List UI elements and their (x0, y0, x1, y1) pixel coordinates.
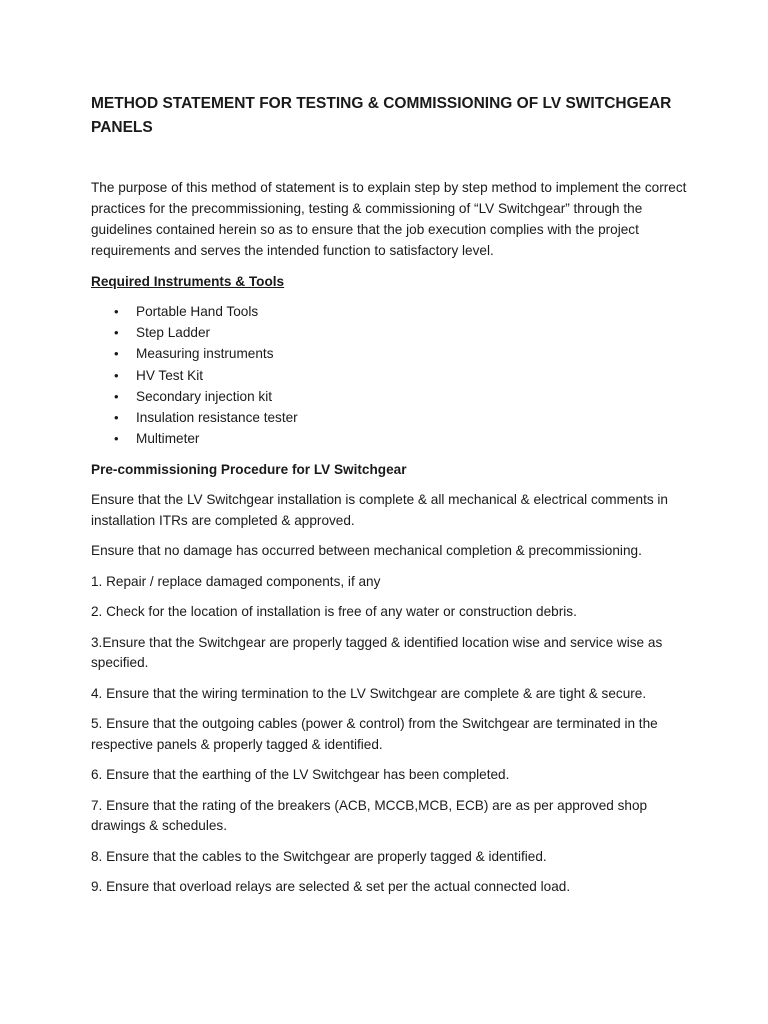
document-title: METHOD STATEMENT FOR TESTING & COMMISSIONING OF LV SWITCHGEAR PANELS (91, 95, 672, 136)
list-item (91, 365, 691, 386)
bullet-icon: • (114, 388, 119, 404)
tools-heading: Required Instruments & Tools (91, 274, 285, 289)
procedure-step: 1. Repair / replace damaged components, if any (91, 573, 381, 589)
list-item (91, 386, 691, 407)
intro-paragraph: The purpose of this method of statement is to explain step by step method to implement the correct practices for the precommissioning, testing & commissioning of “LV Switchgear” through the guidelines contained herein so as to ensure that the job execution complies with the project requirements and serves the intended function to satisfactory level. (91, 180, 687, 258)
document-content (91, 92, 691, 898)
tool-label: Multimeter (136, 431, 200, 447)
tool-label: Secondary injection kit (136, 388, 273, 404)
tool-label: HV Test Kit (136, 367, 203, 383)
bullet-icon: • (114, 325, 119, 341)
list-item (91, 322, 691, 343)
procedure-paragraph: Ensure that no damage has occurred between mechanical completion & precommissioning. (91, 543, 642, 559)
tool-label: Measuring instruments (136, 346, 274, 362)
tool-label: Step Ladder (136, 325, 211, 341)
list-item (91, 301, 691, 322)
list-item (91, 428, 691, 449)
procedure-step: 2. Check for the location of installation is free of any water or construction debris. (91, 604, 577, 620)
procedure-step: 7. Ensure that the rating of the breakers (ACB, MCCB,MCB, ECB) are as per approved shop drawings & schedules. (91, 797, 648, 834)
tools-list (91, 301, 691, 449)
procedure-step: 9. Ensure that overload relays are selected & set per the actual connected load. (91, 879, 571, 895)
bullet-icon: • (114, 431, 119, 447)
bullet-icon: • (114, 410, 119, 426)
list-item (91, 343, 691, 364)
bullet-icon: • (114, 367, 119, 383)
procedure-step: 4. Ensure that the wiring termination to the LV Switchgear are complete & are tight & secure. (91, 685, 647, 701)
bullet-icon: • (114, 304, 119, 319)
tool-label: Portable Hand Tools (136, 304, 259, 319)
list-item (91, 407, 691, 428)
bullet-icon: • (114, 346, 119, 362)
tool-label: Insulation resistance tester (136, 410, 298, 426)
procedure-heading: Pre-commissioning Procedure for LV Switchgear (91, 462, 407, 478)
procedure-step: 8. Ensure that the cables to the Switchgear are properly tagged & identified. (91, 848, 547, 864)
procedure-paragraph: Ensure that the LV Switchgear installation is complete & all mechanical & electrical comments in installation ITRs are completed & approved. (91, 492, 668, 528)
procedure-step: 6. Ensure that the earthing of the LV Switchgear has been completed. (91, 767, 510, 783)
procedure-step: 3.Ensure that the Switchgear are properly tagged & identified location wise and service wise as specified. (91, 634, 663, 671)
procedure-step: 5. Ensure that the outgoing cables (power & control) from the Switchgear are terminated in the respective panels & properly tagged & identified. (91, 716, 658, 752)
